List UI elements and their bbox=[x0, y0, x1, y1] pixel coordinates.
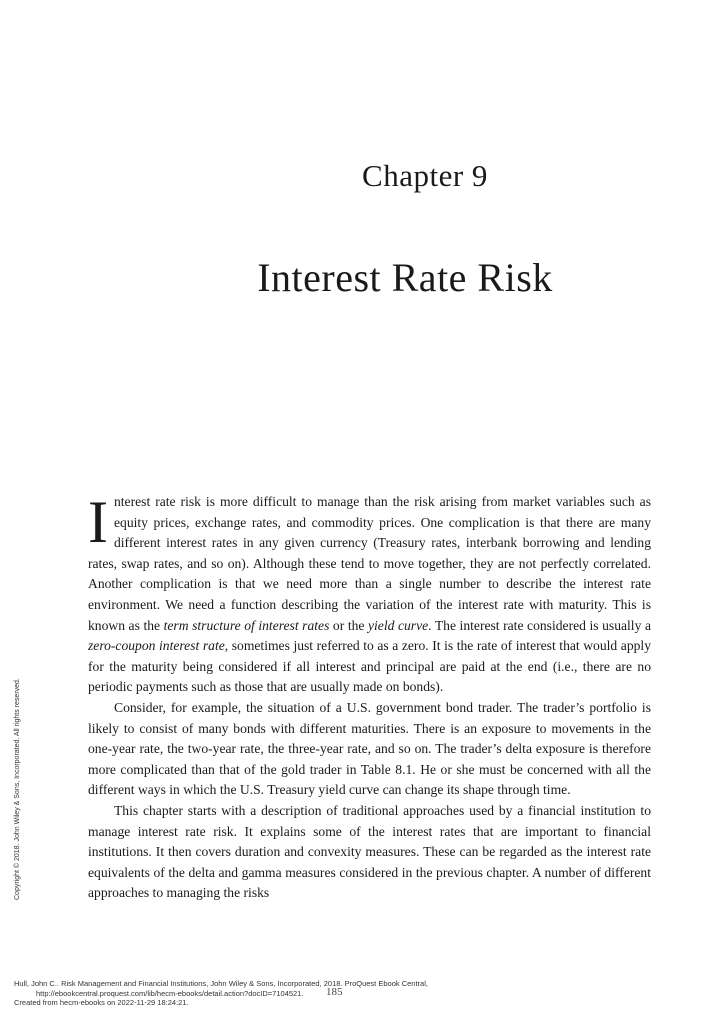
yield-curve-term: yield curve bbox=[367, 617, 429, 633]
created-from-line: Created from hecm-ebooks on 2022-11-29 18:24:21. bbox=[14, 998, 189, 1007]
citation-footer bbox=[14, 979, 614, 1008]
chapter-title: Interest Rate Risk bbox=[257, 255, 553, 300]
zero-coupon-term: zero-coupon interest rate bbox=[88, 638, 225, 654]
paragraph-1-text-d: , sometimes just referred to as a zero. It is the rate of interest that would apply for the maturity being considered if all interest and principal are paid at the end (i.e., there are no periodic payments such as those that are usually made on bonds). bbox=[88, 638, 651, 695]
side-copyright-notice: Copyright © 2018. John Wiley & Sons, Incorporated. All rights reserved. bbox=[14, 678, 21, 900]
drop-cap: I bbox=[88, 489, 108, 555]
paragraph-1 bbox=[88, 489, 651, 698]
chapter-number: Chapter 9 bbox=[362, 158, 488, 193]
body-text bbox=[88, 489, 651, 904]
paragraph-1-text-b: or the bbox=[329, 617, 368, 633]
paragraph-1-text-a: nterest rate risk is more difficult to manage than the risk arising from market variables such as equity prices, exchange rates, and commodity prices. One complication is that there are many different interest rates in any given currency (Treasury rates, interbank borrowing and lending rates, swap rates, and so on). Although these tend to move together, they are not perfectly correlated. Another complication is that we need more than a single number to describe the interest rate environment. We need a function describing the variation of the interest rate with maturity. This is known as the bbox=[88, 494, 651, 633]
citation-url[interactable]: http://ebookcentral.proquest.com/lib/hecm-ebooks/detail.action?docID=7104521. bbox=[36, 988, 304, 998]
paragraph-3: This chapter starts with a description of traditional approaches used by a financial institution to manage interest rate risk. It explains some of the interest rates that are important to financial institutions. It then covers duration and convexity measures. These can be regarded as the interest rate equivalents of the delta and gamma measures considered in the previous chapter. A number of different approaches to managing the risks bbox=[88, 802, 651, 901]
term-structure-term: term structure of interest rates bbox=[163, 617, 330, 633]
citation-line: Hull, John C.. Risk Management and Financial Institutions, John Wiley & Sons, Incorporated, 2018. ProQuest Ebook Central, bbox=[14, 979, 428, 988]
paragraph-1-text-c: . The interest rate considered is usually a bbox=[428, 617, 651, 633]
page-number: 185 bbox=[326, 986, 343, 998]
paragraph-2: Consider, for example, the situation of a U.S. government bond trader. The trader’s portfolio is likely to consist of many bonds with different maturities. There is an exposure to movements in the one-year rate, the two-year rate, the three-year rate, and so on. The trader’s delta exposure is therefore more complicated than that of the gold trader in Table 8.1. He or she must be concerned with all the different ways in which the U.S. Treasury yield curve can change its shape through time. bbox=[88, 699, 651, 798]
